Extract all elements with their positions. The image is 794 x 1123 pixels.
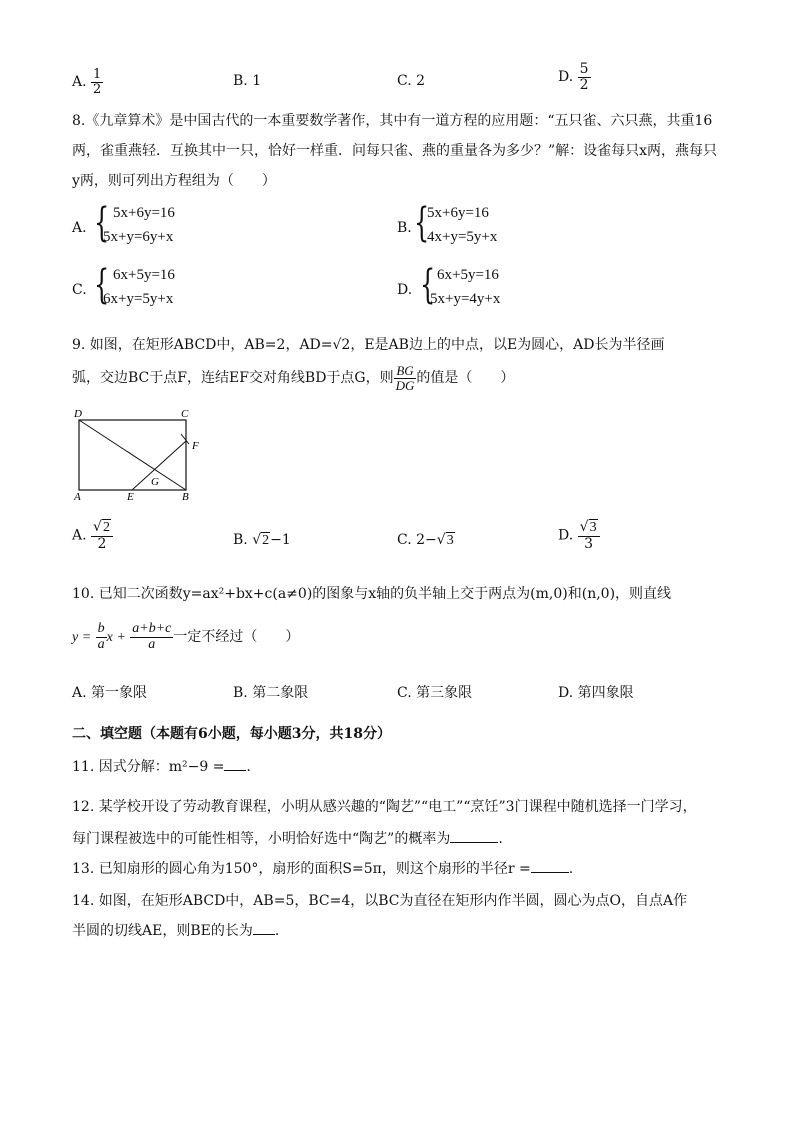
q7-option-d: D. $\frac{5}{2}$ xyxy=(558,61,589,93)
q8-a-brace: { xyxy=(94,200,110,246)
section-2-heading: 二、填空题（本题有6小题，每小题3分，共18分） xyxy=(72,726,391,742)
q12-line2: 每门课程被选中的可能性相等，小明恰好选中“陶艺”的概率为 . xyxy=(72,831,503,847)
q8-a-label: A. xyxy=(72,220,87,236)
q14-line1: 14. 如图，在矩形ABCD中，AB=5，BC=4，以BC为直径在矩形内作半圆，圆心为点O，自点A作 xyxy=(72,893,688,909)
q8-d-label: D. xyxy=(397,282,413,298)
q14-line2: 半圆的切线AE，则BE的长为 . xyxy=(72,923,280,939)
q9-line1: 9. 如图，在矩形ABCD中，AB=2，AD=√2，E是AB边上的中点，以E为圆心，AD长为半径画 xyxy=(72,337,665,353)
q10-option-c: C. 第三象限 xyxy=(397,685,473,701)
label-c: C xyxy=(181,408,189,420)
q9-line2: 弧，交边BC于点F，连结EF交对角线BD于点G，则 $\frac{BG}{DG}$ 的值是（ ） xyxy=(72,363,515,393)
q13-blank xyxy=(531,860,569,873)
label-b: B xyxy=(182,491,189,503)
label-a: A xyxy=(74,491,81,503)
q8-c-eq1: 6x+5y=16 xyxy=(113,267,175,283)
q8-d-eq2: 5x+y=4y+x xyxy=(430,291,501,307)
q10-option-b: B. 第二象限 xyxy=(233,685,309,701)
q8-d-brace: { xyxy=(420,262,436,308)
q8-a-eq1: 5x+6y=16 xyxy=(113,205,175,221)
q9-figure xyxy=(68,404,208,508)
q9-option-a: A. $\frac{√2}{2}$ xyxy=(72,520,113,551)
q9-option-c: C. 2−√3 xyxy=(397,532,454,548)
q8-line1: 8.《九章算术》是中国古代的一本重要数学著作，其中有一道方程的应用题：“五只雀、六只燕，共重16 xyxy=(72,113,713,129)
q8-b-eq2: 4x+y=5y+x xyxy=(427,229,498,245)
label-g: G xyxy=(151,476,159,488)
q8-b-brace: { xyxy=(414,200,430,246)
q8-b-label: B. xyxy=(397,220,412,236)
q8-c-brace: { xyxy=(94,262,110,308)
q7-option-a: A. $\frac{1}{2}$ xyxy=(72,67,102,97)
q8-line3: y两，则可列出方程组为（ ） xyxy=(72,173,276,189)
q10-line1: 10. 已知二次函数y=ax²+bx+c(a≠0)的图象与x轴的负半轴上交于两点为(m,0)和(n,0)，则直线 xyxy=(72,586,672,602)
q7-option-c: C. 2 xyxy=(397,73,426,89)
q10-option-a: A. 第一象限 xyxy=(72,685,148,701)
q11: 11. 因式分解：m²−9 = . xyxy=(72,759,251,775)
segment-ef xyxy=(132,441,186,490)
q9-option-b: B. √2−1 xyxy=(233,532,291,548)
q8-a-eq2: 5x+y=6y+x xyxy=(103,229,174,245)
q8-b-eq1: 5x+6y=16 xyxy=(427,205,489,221)
label-f: F xyxy=(192,440,199,452)
q14-blank xyxy=(253,922,275,935)
q8-c-eq2: 6x+y=5y+x xyxy=(103,291,174,307)
q8-d-eq1: 6x+5y=16 xyxy=(437,267,499,283)
q8-line2: 两，雀重燕轻．互换其中一只，恰好一样重．问每只雀、燕的重量各为多少？”解：设雀每只x两，燕每只 xyxy=(72,143,718,159)
label-d: D xyxy=(74,408,82,420)
q11-blank xyxy=(224,758,246,771)
q9-option-d: D. $\frac{√3}{3}$ xyxy=(558,520,600,551)
label-e: E xyxy=(127,491,134,503)
q8-c-label: C. xyxy=(72,282,87,298)
q7-option-b: B. 1 xyxy=(233,73,262,89)
q10-line2: y = $\frac{b}{a}$ x + $\frac{a+b+c}{a}$ 一定不经过（ ） xyxy=(72,621,300,652)
q12-blank xyxy=(450,830,498,843)
q13: 13. 已知扇形的圆心角为150°，扇形的面积S=5π，则这个扇形的半径r = . xyxy=(72,861,574,877)
q10-option-d: D. 第四象限 xyxy=(558,685,634,701)
q12-line1: 12. 某学校开设了劳动教育课程，小明从感兴趣的“陶艺”“电工”“烹饪”3门课程中随机选择一门学习， xyxy=(72,799,697,815)
